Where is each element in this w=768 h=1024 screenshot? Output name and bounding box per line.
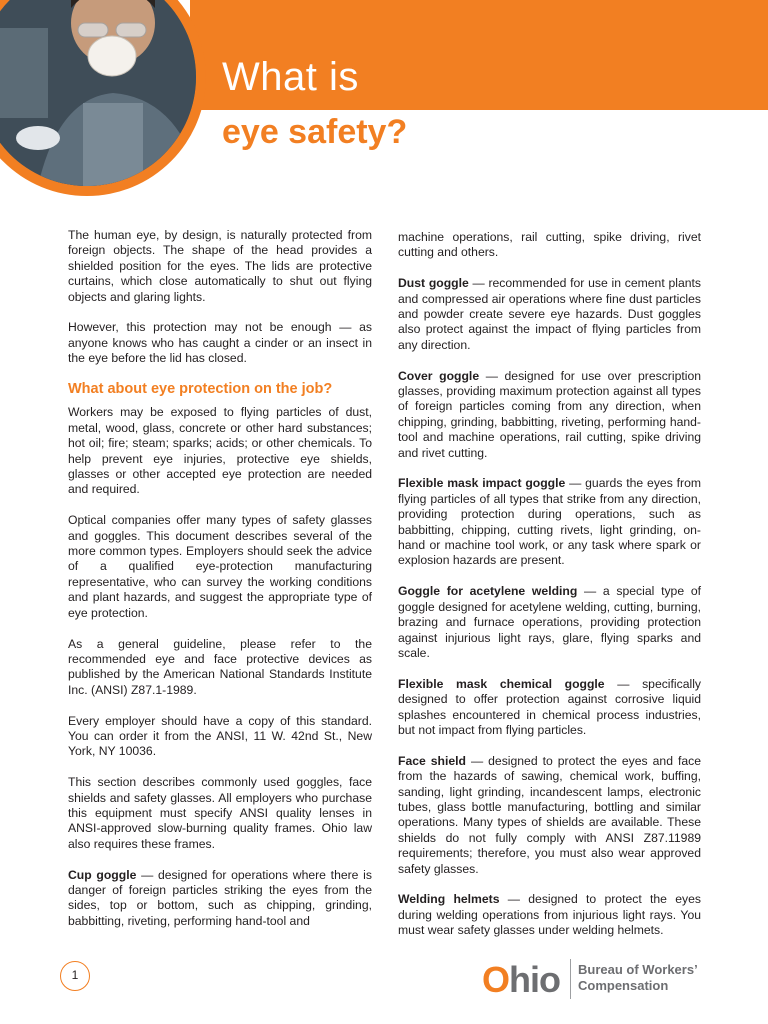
flexible-chemical-paragraph [398,677,701,739]
ohio-wordmark [482,959,560,1001]
face-shield-term: Face shield [398,753,466,768]
dust-goggle-term: Dust goggle [398,276,469,291]
acetylene-text: — a special type of goggle designed for acetylene welding, cutting, burning, brazing and furnace operations, providing protection against injurious light rays, glare, flying sparks and scale. [398,584,701,660]
bwc-name [578,962,698,994]
face-shield-text: — designed to protect the eyes and face from the hazards of sawing, chemical work, buffing, sanding, light grinding, incandescent lamps, electronic tubes, glass bottle manufacturing, bottling and similar operations. Many types of shields are available. These shields do not fully comply with ANSI Z87.11989 requirements; therefore, you must also wear approved safety glasses. [398,753,701,876]
dust-goggle-text: — recommended for use in cement plants and compressed air operations where fine dust particles and powder create severe eye hazards. Dust goggles also protect against the impact of flying particles from any direction. [398,276,701,352]
right-column [398,230,701,954]
welding-text: — designed to protect the eyes during welding operations from injurious light rays. You must wear safety glasses under welding helmets. [398,892,701,938]
page-number: 1 [60,961,90,991]
welding-term: Welding helmets [398,892,500,907]
ohio-bwc-logo [482,955,712,1001]
protection-paragraph: However, this protection may not be enough — as anyone knows who has caught a cinder or an insect in the eye before the lid has closed. [68,320,372,366]
acetylene-term: Goggle for acetylene welding [398,584,578,599]
flexible-impact-term: Flexible mask impact goggle [398,476,566,491]
worker-photo [0,0,196,186]
logo-divider [570,959,571,999]
standard-paragraph: Every employer should have a copy of this standard. You can order it from the ANSI, 11 W. 42nd St., New York, NY 10036. [68,713,372,759]
flexible-impact-text: — guards the eyes from flying particles of all types that strike from any direction, providing protection during operations, such as babbitting, chipping, cutting rivets, light grinding, on-hand or machine tool work, or any task where spark or explosion hazards are present. [398,476,701,568]
flexible-chemical-term: Flexible mask chemical goggle [398,676,605,691]
welding-paragraph [398,892,701,938]
acetylene-paragraph [398,584,701,661]
guideline-paragraph: As a general guideline, please refer to the recommended eye and face protective devices as published by the American National Standards Institute Inc. (ANSI) Z87.1-1989. [68,636,372,697]
cover-goggle-term: Cover goggle [398,368,480,383]
bwc-line2: Compensation [578,978,669,993]
worker-illustration [0,0,196,186]
cover-goggle-text: — designed for use over prescription glasses, providing maximum protection against all types of foreign particles coming from any direction, when chipping, grinding, babbitting, riveting, performing hand-tool and machine operations, rail cutting, spike driving and rivet cutting. [398,368,702,460]
flexible-chemical-text: — specifically designed to offer protection against corrosive liquid splashes encountered in chemical process industries, but not impact from flying particles. [398,676,701,737]
workers-paragraph: Workers may be exposed to flying particles of dust, metal, wood, glass, concrete or other hard substances; hot oil; fire; steam; sparks; acids; or other chemicals. To help prevent eye injuries, protective eye shields, glasses or other accepted eye protection are needed and required. [68,405,372,497]
cup-goggle-paragraph [68,868,372,930]
section-paragraph: This section describes commonly used goggles, face shields and safety glasses. All employers who purchase this equipment must specify ANSI quality lenses in ANSI-approved slow-burning quality frames. Ohio law also requires these frames. [68,775,372,851]
dust-goggle-paragraph [398,276,701,353]
face-shield-paragraph [398,754,701,877]
continued-paragraph: machine operations, rail cutting, spike driving, rivet cutting and others. [398,230,701,260]
ohio-rest-letters: hio [509,959,560,1000]
cup-goggle-term: Cup goggle [68,867,137,882]
optical-paragraph: Optical companies offer many types of safety glasses and goggles. This document describes several of the more common types. Employers should seek the advice of a qualified eye-protection manufacturing representative, who can survey the working conditions and plant hazards, and suggest the appropriate type of eye protection. [68,513,372,620]
ohio-o-letter: O [482,959,510,1000]
bwc-line1: Bureau of Workers’ [578,962,698,977]
cup-goggle-text: — designed for operations where there is danger of foreign particles striking the eyes from the sides, top or bottom, such as chipping, grinding, babbitting, riveting, performing hand-tool and [68,867,372,928]
intro-paragraph: The human eye, by design, is naturally protected from foreign objects. The shape of the head provides a shielded position for the eyes. The lids are protective curtains, which close automatically to shut out flying objects and glaring lights. [68,228,372,304]
left-column [68,228,372,945]
cover-goggle-paragraph [398,369,701,461]
page-title-line1: What is [222,55,359,99]
flexible-impact-paragraph [398,476,701,568]
page-title-line2: eye safety? [222,113,408,151]
section-heading: What about eye protection on the job? [68,381,333,398]
